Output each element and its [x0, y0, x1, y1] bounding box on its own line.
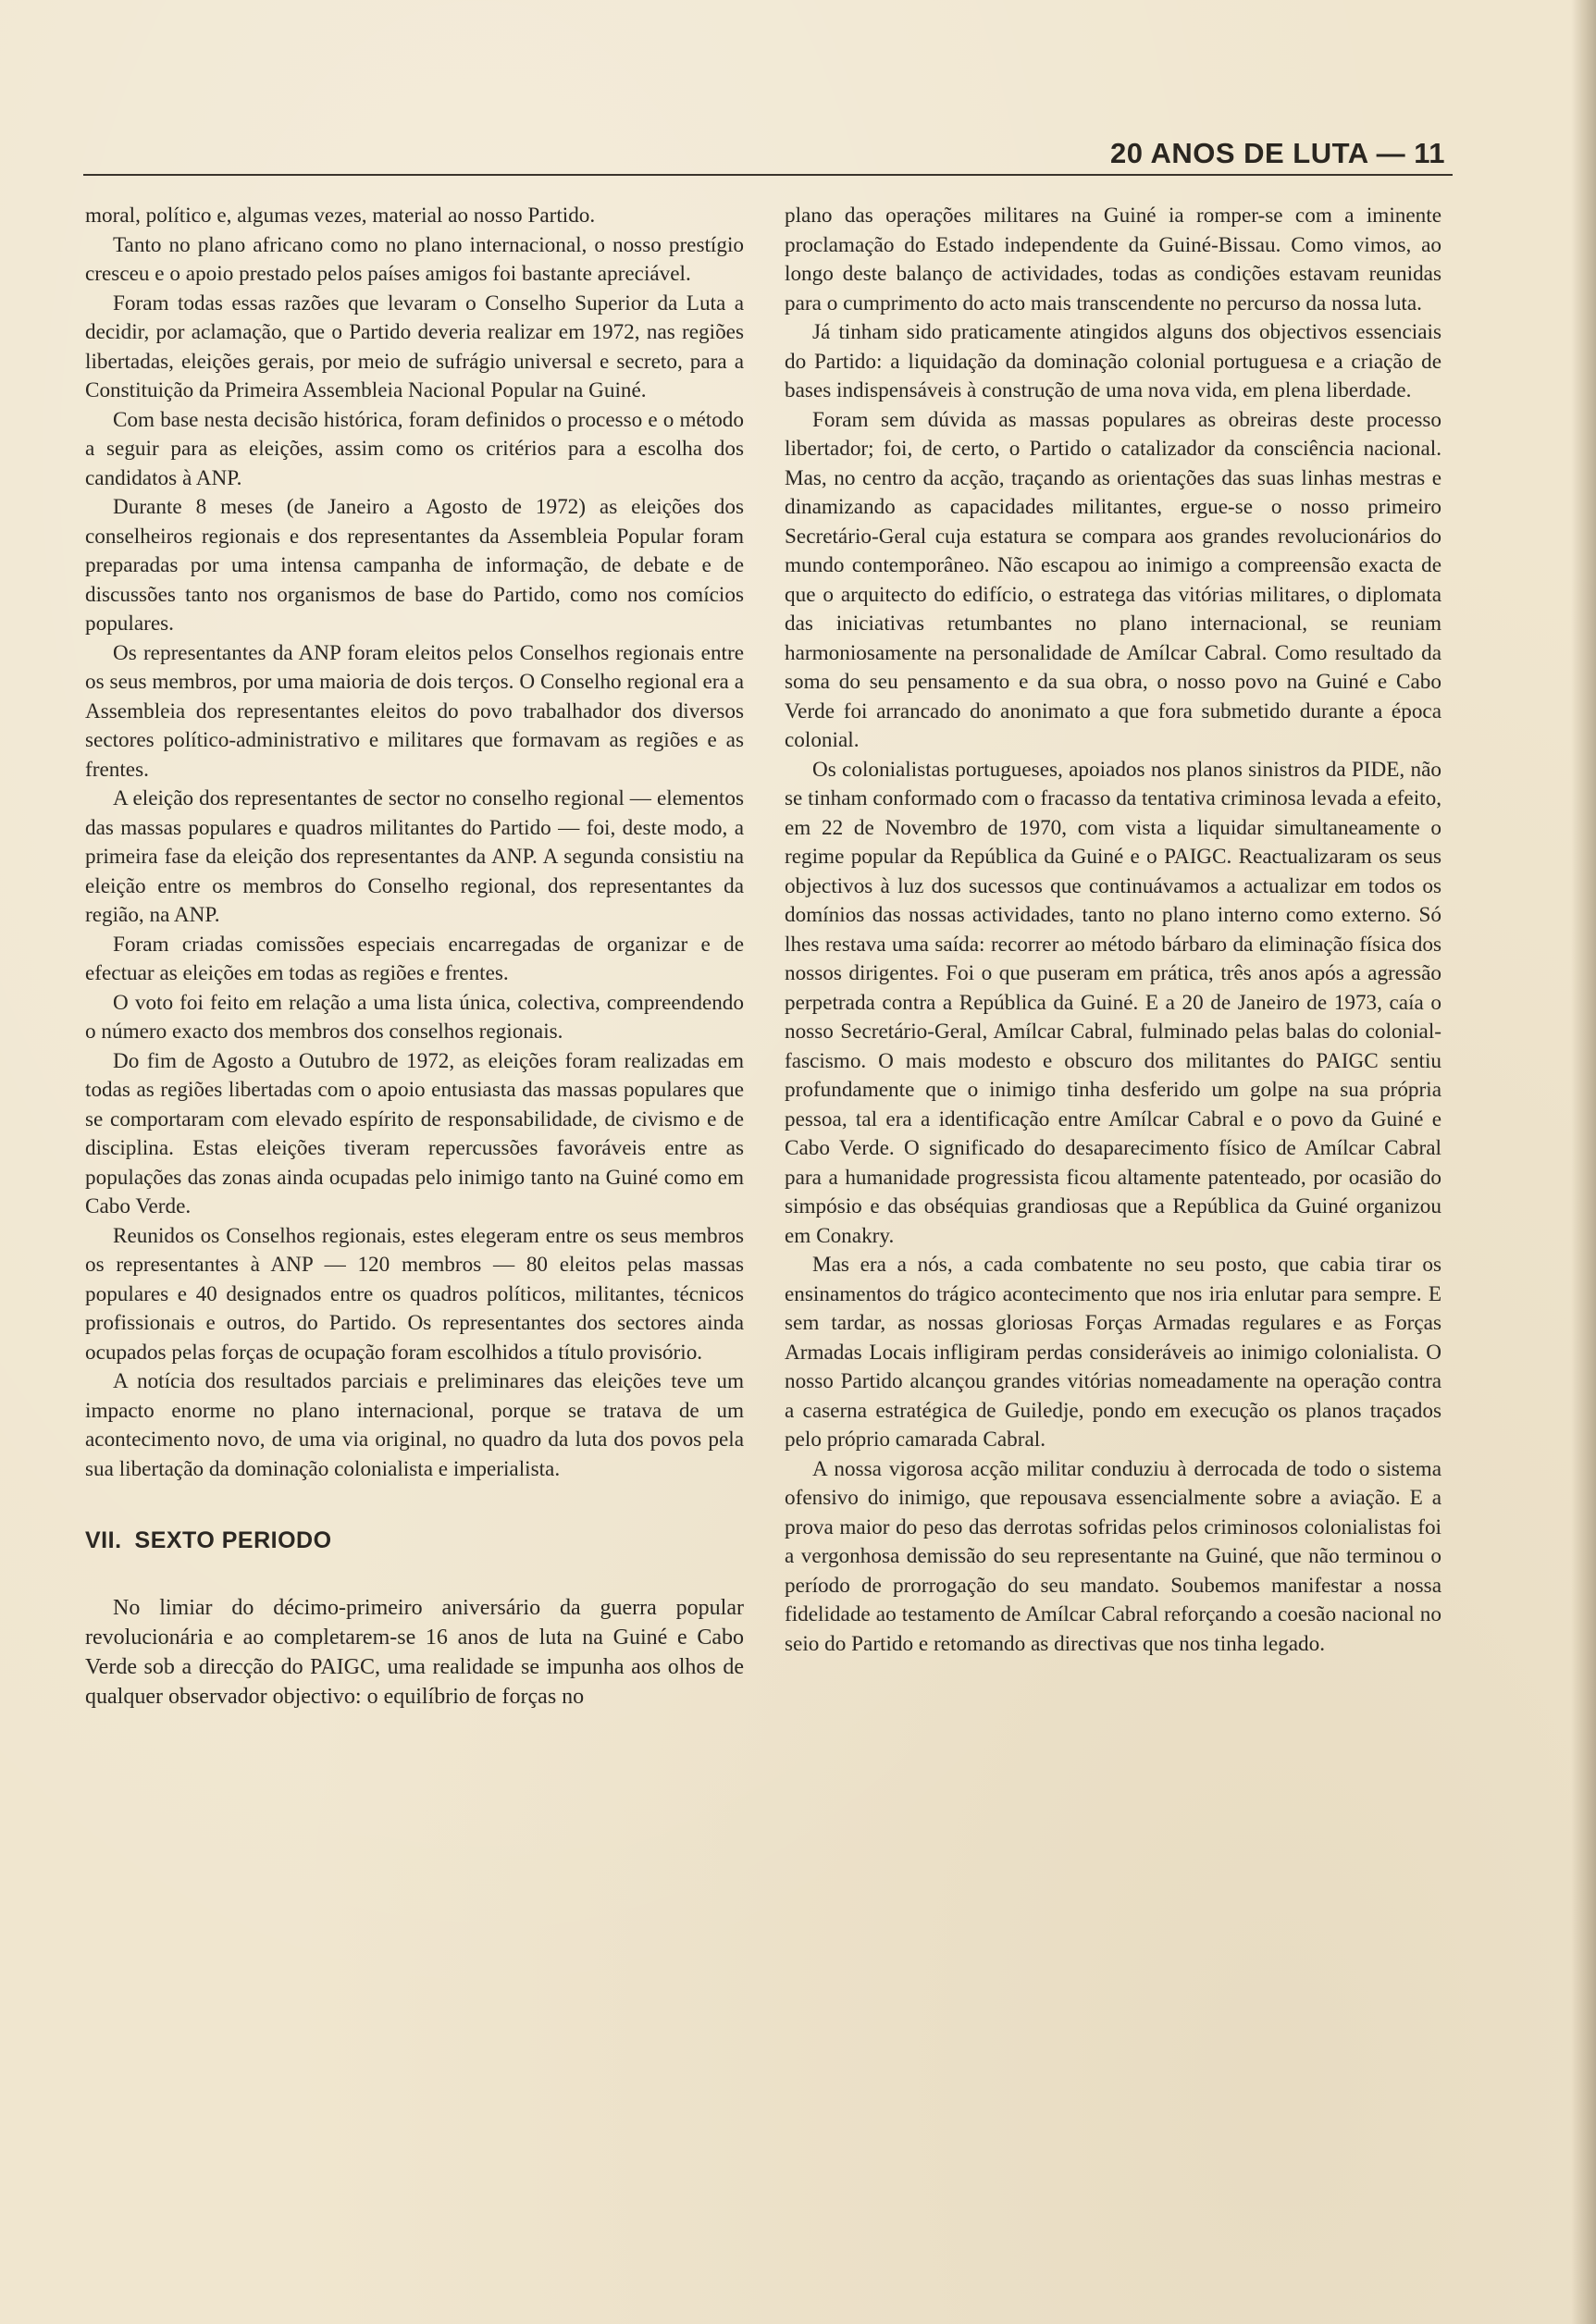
paragraph: Os representantes da ANP foram eleitos pelos Conselhos regionais entre os seus membros, por uma maioria de dois terços. O Conselho regional era a Assembleia dos representantes eleitos do povo trabalhador dos diversos sectores político-administrativo e militares que formavam as regiões e as frentes.	[85, 640, 744, 782]
paragraph: Foram todas essas razões que levaram o Conselho Superior da Luta a decidir, por aclamação, que o Partido deveria realizar em 1972, nas regiões libertadas, eleições gerais, por meio de sufrágio universal e secreto, para a Constituição da Primeira Assembleia Nacional Popular na Guiné.	[85, 290, 744, 402]
paragraph: Foram sem dúvida as massas populares as obreiras deste processo libertador; foi, de certo, o Partido o catalizador da consciência nacional. Mas, no centro da acção, traçando as orientações das suas linhas mestras e dinamizando as capacidades militantes, ergue-se o nosso primeiro Secretário-Geral cuja estatura se compara aos grandes revolucionários do mundo contemporâneo. Não escapou ao inimigo a compreensão exacta de que o arquitecto do edifício, o estratega das vitórias militares, o diplomata das iniciativas retumbantes no plano internacional, se reuniam harmoniosamente na personalidade de Amílcar Cabral. Como resultado da soma do seu pensamento e da sua obra, o nosso povo na Guiné e Cabo Verde foi arrancado do anonimato a que fora submetido durante a época colonial.	[785, 407, 1441, 752]
section-heading	[85, 1527, 744, 1556]
paragraph: A notícia dos resultados parciais e preliminares das eleições teve um impacto enorme no plano internacional, porque se tratava de um acontecimento novo, de uma via original, no quadro da luta dos povos pela sua libertação da dominação colonialista e imperialista.	[85, 1369, 744, 1481]
paragraph: Tanto no plano africano como no plano internacional, o nosso prestígio cresceu e o apoio prestado pelos países amigos foi bastante apreciável.	[85, 232, 744, 286]
paragraph: Já tinham sido praticamente atingidos alguns dos objectivos essenciais do Partido: a liquidação da dominação colonial portuguesa e a criação de bases indispensáveis à construção de uma nova vida, em plena liberdade.	[785, 320, 1441, 402]
paragraph: O voto foi feito em relação a uma lista única, colectiva, compreendendo o número exacto dos membros dos conselhos regionais.	[85, 990, 744, 1044]
paragraph: plano das operações militares na Guiné ia romper-se com a iminente proclamação do Estado independente da Guiné-Bissau. Como vimos, ao longo deste balanço de actividades, todas as condições estavam reunidas para o cumprimento do acto mais transcendente no percurso da nossa luta.	[785, 204, 1441, 315]
paragraph: Do fim de Agosto a Outubro de 1972, as eleições foram realizadas em todas as regiões libertadas com o apoio entusiasta das massas populares que se comportaram com elevado espírito de responsabilidade, de civismo e de disciplina. Estas eleições tiveram repercussões favoráveis entre as populações das zonas ainda ocupadas pelo inimigo tanto na Guiné como em Cabo Verde.	[85, 1048, 744, 1218]
paragraph: Durante 8 meses (de Janeiro a Agosto de 1972) as eleições dos conselheiros regionais e dos representantes da Assembleia Popular foram preparadas por uma intensa campanha de informação, de debate e de discussões tanto nos organismos de base do Partido, como nos comícios populares.	[85, 495, 744, 636]
right-column	[785, 202, 1441, 1659]
paragraph: Os colonialistas portugueses, apoiados nos planos sinistros da PIDE, não se tinham conformado com o fracasso da tentativa criminosa levada a efeito, em 22 de Novembro de 1970, com vista a liquidar simultaneamente o regime popular da República da Guiné e o PAIGC. Reactualizaram os seus objectivos à luz dos sucessos que continuávamos a actualizar em todos os domínios das nossas actividades, tanto no plano interno como externo. Só lhes restava uma saída: recorrer ao método bárbaro da eliminação física dos nossos dirigentes. Foi o que puseram em prática, três anos após a agressão perpetrada contra a República da Guiné. E a 20 de Janeiro de 1973, caía o nosso Secretário-Geral, Amílcar Cabral, fulminado pelas balas do colonial-fascismo. O mais modesto e obscuro dos militantes do PAIGC sentiu profundamente que o inimigo tinha desferido um golpe na sua própria pessoa, tal era a identificação entre Amílcar Cabral e o povo da Guiné e Cabo Verde. O significado do desaparecimento físico de Amílcar Cabral para a humanidade progressista ficou altamente patenteado, por ocasião do simpósio e das obséquias grandiosas que a República da Guiné organizou em Conakry.	[785, 757, 1441, 1248]
running-title: 20 ANOS DE LUTA — 11	[1110, 137, 1445, 169]
paragraph: Foram criadas comissões especiais encarregadas de organizar e de efectuar as eleições em todas as regiões e frentes.	[85, 932, 744, 985]
paragraph: Mas era a nós, a cada combatente no seu posto, que cabia tirar os ensinamentos do trágico acontecimento que nos iria enlutar para sempre. E sem tardar, as nossas gloriosas Forças Armadas regulares e as Forças Armadas Locais infligiram perdas consideráveis ao inimigo colonialista. O nosso Partido alcançou grandes vitórias nomeadamente na operação contra a caserna estratégica de Guiledje, pondo em execução os planos traçados pelo próprio camarada Cabral.	[785, 1253, 1441, 1452]
paragraph: moral, político e, algumas vezes, material ao nosso Partido.	[85, 204, 596, 228]
page-header	[83, 130, 1453, 176]
paragraph: Com base nesta decisão histórica, foram definidos o processo e o método a seguir para as eleições, assim como os critérios para a escolha dos candidatos à ANP.	[85, 407, 744, 490]
paragraph: A nossa vigorosa acção militar conduziu à derrocada de todo o sistema ofensivo do inimigo, que repousava essencialmente sobre a aviação. E a prova maior do peso das derrotas sofridas pelos criminosos colonialistas foi a vergonhosa demissão do seu representante na Guiné, que não terminou o período de prorrogação do seu mandato. Soubemos manifestar a nossa fidelidade ao testamento de Amílcar Cabral reforçando a coesão nacional no seio do Partido e retomando as directivas que nos tinha legado.	[785, 1456, 1441, 1656]
section-paragraph: No limiar do décimo-primeiro aniversário da guerra popular revolucionária e ao completarem-se 16 anos de luta na Guiné e Cabo Verde sob a direcção do PAIGC, uma realidade se impunha aos olhos de qualquer observador objectivo: o equilíbrio de forças no	[85, 1595, 744, 1709]
left-column	[85, 202, 744, 1712]
paragraph: A eleição dos representantes de sector no conselho regional — elementos das massas populares e quadros militantes do Partido — foi, deste modo, a primeira fase da eleição dos representantes da ANP. A segunda consistiu na eleição entre os membros do Conselho regional, dos representantes da região, na ANP.	[85, 786, 744, 927]
section-title: SEXTO PERIODO	[134, 1527, 332, 1553]
section-number: VII.	[85, 1527, 122, 1553]
page-edge-shadow	[1571, 0, 1596, 2324]
paragraph: Reunidos os Conselhos regionais, estes elegeram entre os seus membros os representantes à ANP — 120 membros — 80 eleitos pelas massas populares e 40 designados entre os quadros políticos, militantes, técnicos profissionais e outros, do Partido. Os representantes dos sectores ainda ocupados pelas forças de ocupação foram escolhidos a título provisório.	[85, 1223, 744, 1365]
